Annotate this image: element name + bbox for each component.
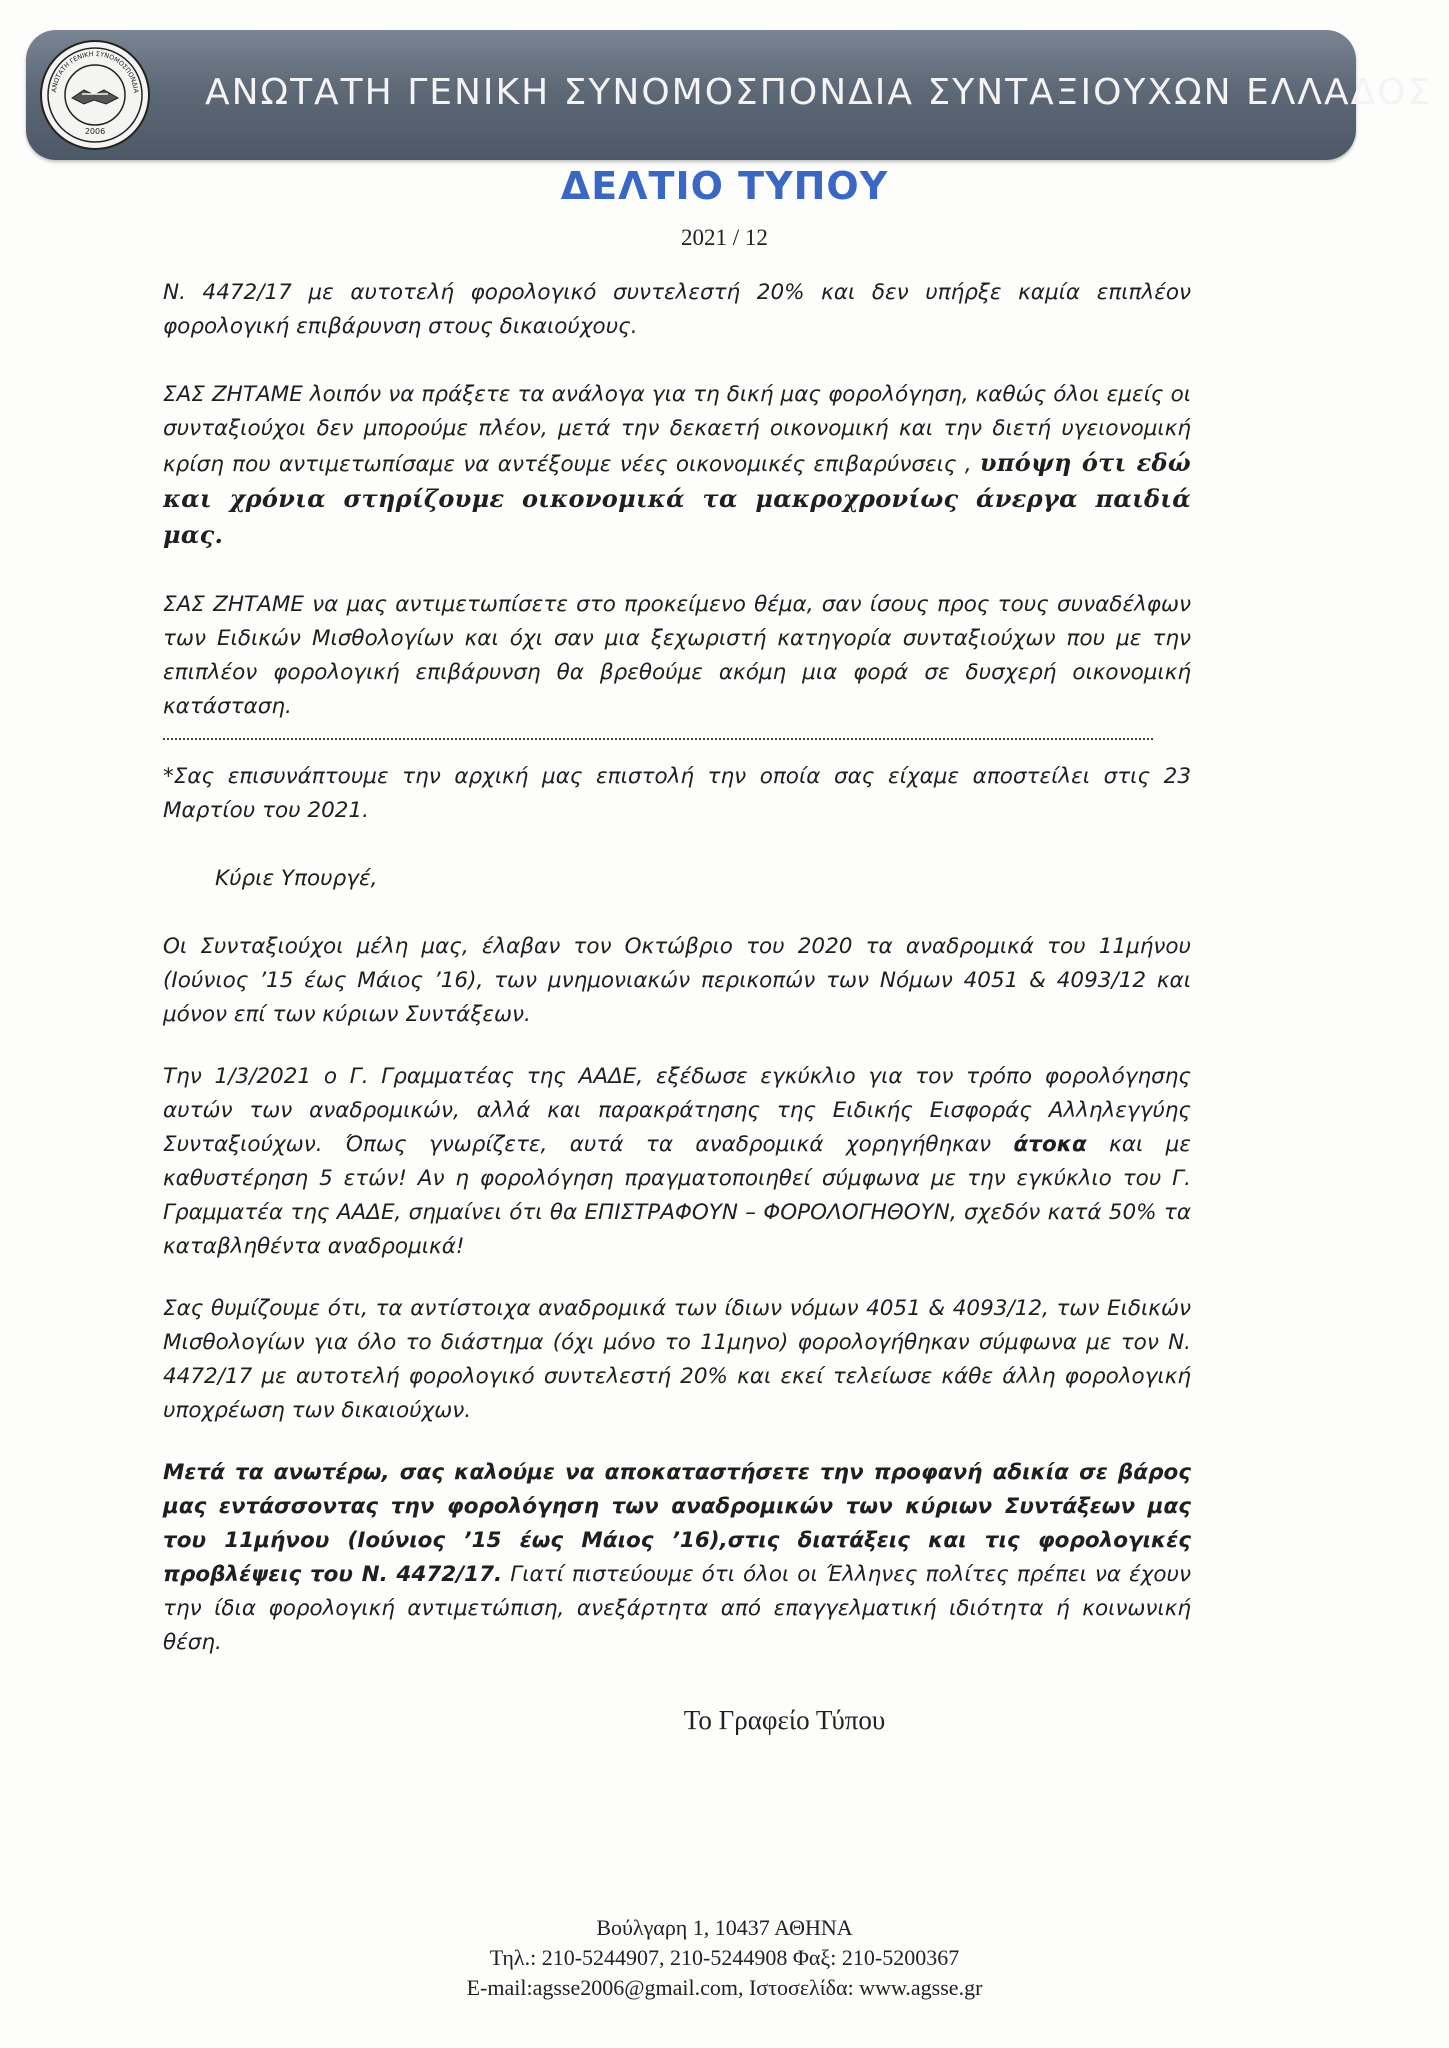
signature: Το Γραφείο Τύπου: [683, 1705, 886, 1735]
paragraph-4: Οι Συνταξιούχοι μέλη μας, έλαβαν τον Οκτώβριο του 2020 τα αναδρομικά του 11μήνου (Ιούνιος ’15 έως Μάιος ’16), των μνημονιακών περικοπών των Νόμων 4051 & 4093/12 και μόνον επί των κύριων Συντάξεων.: [163, 934, 1191, 1027]
logo-year: 2006: [84, 127, 106, 136]
organization-logo: [40, 40, 150, 150]
paragraph-2-text: ΣΑΣ ΖΗΤΑΜΕ λοιπόν να πράξετε τα ανάλογα για τη δική μας φορολόγηση, καθώς όλοι εμείς οι συνταξιούχοι δεν μπορούμε πλέον, μετά την δεκαετή οικονομική και την διετή υγειονομική κρίση που αντιμετωπίσαμε να αντέξουμε νέες οικονομικές επιβαρύνσεις ,: [163, 382, 1191, 477]
attachment-note: *Σας επισυνάπτουμε την αρχική μας επιστολή την οποία σας είχαμε αποστείλει στις 23 Μαρτίου του 2021.: [163, 764, 1191, 823]
svg-text:ΑΝΩΤΑΤΗ ΓΕΝΙΚΗ ΣΥΝΟΜΟΣΠΟΝΔΙΑ: ΑΝΩΤΑΤΗ ΓΕΝΙΚΗ ΣΥΝΟΜΟΣΠΟΝΔΙΑ: [50, 49, 140, 94]
issue-number: 2021 / 12: [681, 225, 768, 250]
footer-phones: Τηλ.: 210-5244907, 210-5244908 Φαξ: 210-5200367: [489, 1945, 960, 1970]
paragraph-6: Σας θυμίζουμε ότι, τα αντίστοιχα αναδρομικά των ίδιων νόμων 4051 & 4093/12, των Ειδικών Μισθολογίων για όλο το διάστημα (όχι μόνο το 11μηνο) φορολογήθηκαν σύμφωνα με τον Ν. 4472/17 με αυτοτελή φορολογικό συντελεστή 20% και εκεί τελείωσε κάθε άλλη φορολογική υποχρέωση των δικαιούχων.: [163, 1296, 1191, 1423]
paragraph-3: ΣΑΣ ΖΗΤΑΜΕ να μας αντιμετωπίσετε στο προκείμενο θέμα, σαν ίσους προς τους συναδέλφων των Ειδικών Μισθολογίων και όχι σαν μια ξεχωριστή κατηγορία συνταξιούχων που με την επιπλέον φορολογική επιβάρυνση θα βρεθούμε ακόμη μια φορά σε δυσχερή οικονομική κατάσταση.: [163, 592, 1191, 719]
footer-address: Βούλγαρη 1, 10437 ΑΘΗΝΑ: [596, 1915, 853, 1940]
paragraph-5-text-b: και με καθυστέρηση 5 ετών! Αν η φορολόγηση πραγματοποιηθεί σύμφωνα με την εγκύκλιο του Γ. Γραμματέα της ΑΑΔΕ, σημαίνει ότι θα ΕΠΙΣΤΡΑΦΟΥΝ – ΦΟΡΟΛΟΓΗΘΟΥΝ, σχεδόν κατά 50% τα καταβληθέντα αναδρομικά!: [163, 1132, 1191, 1259]
footer-web: E-mail:agsse2006@gmail.com, Ιστοσελίδα: www.agsse.gr: [466, 1975, 983, 2000]
paragraph-5: [163, 1060, 1191, 1264]
dotted-separator: [163, 728, 1153, 740]
letter-body: [163, 276, 1191, 1660]
paragraph-7-text: Γιατί πιστεύουμε ότι όλοι οι Έλληνες πολίτες πρέπει να έχουν την ίδια φορολογική αντιμετώπιση, ανεξάρτητα από επαγγελματική ιδιότητα ή κοινωνική θέση.: [163, 1562, 1192, 1655]
organization-name: ΑΝΩΤΑΤΗ ΓΕΝΙΚΗ ΣΥΝΟΜΟΣΠΟΝΔΙΑ ΣΥΝΤΑΞΙΟΥΧΩΝ ΕΛΛΑΔΟΣ: [205, 72, 1433, 113]
footer-contact: [0, 1913, 1449, 2003]
paragraph-5-text-a: Την 1/3/2021 ο Γ. Γραμματέας της ΑΑΔΕ, εξέδωσε εγκύκλιο για τον τρόπο φορολόγησης αυτών των αναδρομικών, αλλά και παρακράτησης της Ειδικής Εισφοράς Αλληλεγγύης Συνταξιούχων. Όπως γνωρίζετε, αυτά τα αναδρομικά χορηγήθηκαν: [163, 1064, 1191, 1157]
paragraph-7: [163, 1456, 1191, 1660]
salutation: Κύριε Υπουργέ,: [215, 866, 378, 891]
document-title: ΔΕΛΤΙΟ ΤΥΠΟΥ: [560, 164, 889, 208]
paragraph-7-emphasis: Μετά τα ανωτέρω, σας καλούμε να αποκαταστήσετε την προφανή αδικία σε βάρος μας εντάσσοντας την φορολόγηση των αναδρομικών των κύριων Συντάξεων μας του 11μήνου (Ιούνιος ’15 έως Μάιος ’16),στις διατάξεις και τις φορολογικές προβλέψεις του Ν. 4472/17.: [163, 1460, 1191, 1587]
paragraph-1: Ν. 4472/17 με αυτοτελή φορολογικό συντελεστή 20% και δεν υπήρξε καμία επιπλέον φορολογική επιβάρυνση στους δικαιούχους.: [163, 280, 1191, 339]
paragraph-2-emphasis: υπόψη ότι εδώ και χρόνια στηρίζουμε οικονομικά τα μακροχρονίως άνεργα παιδιά μας.: [163, 448, 1191, 549]
paragraph-5-emphasis: άτοκα: [1013, 1132, 1087, 1157]
paragraph-2: [163, 378, 1191, 554]
logo-seal-icon: [42, 42, 148, 148]
